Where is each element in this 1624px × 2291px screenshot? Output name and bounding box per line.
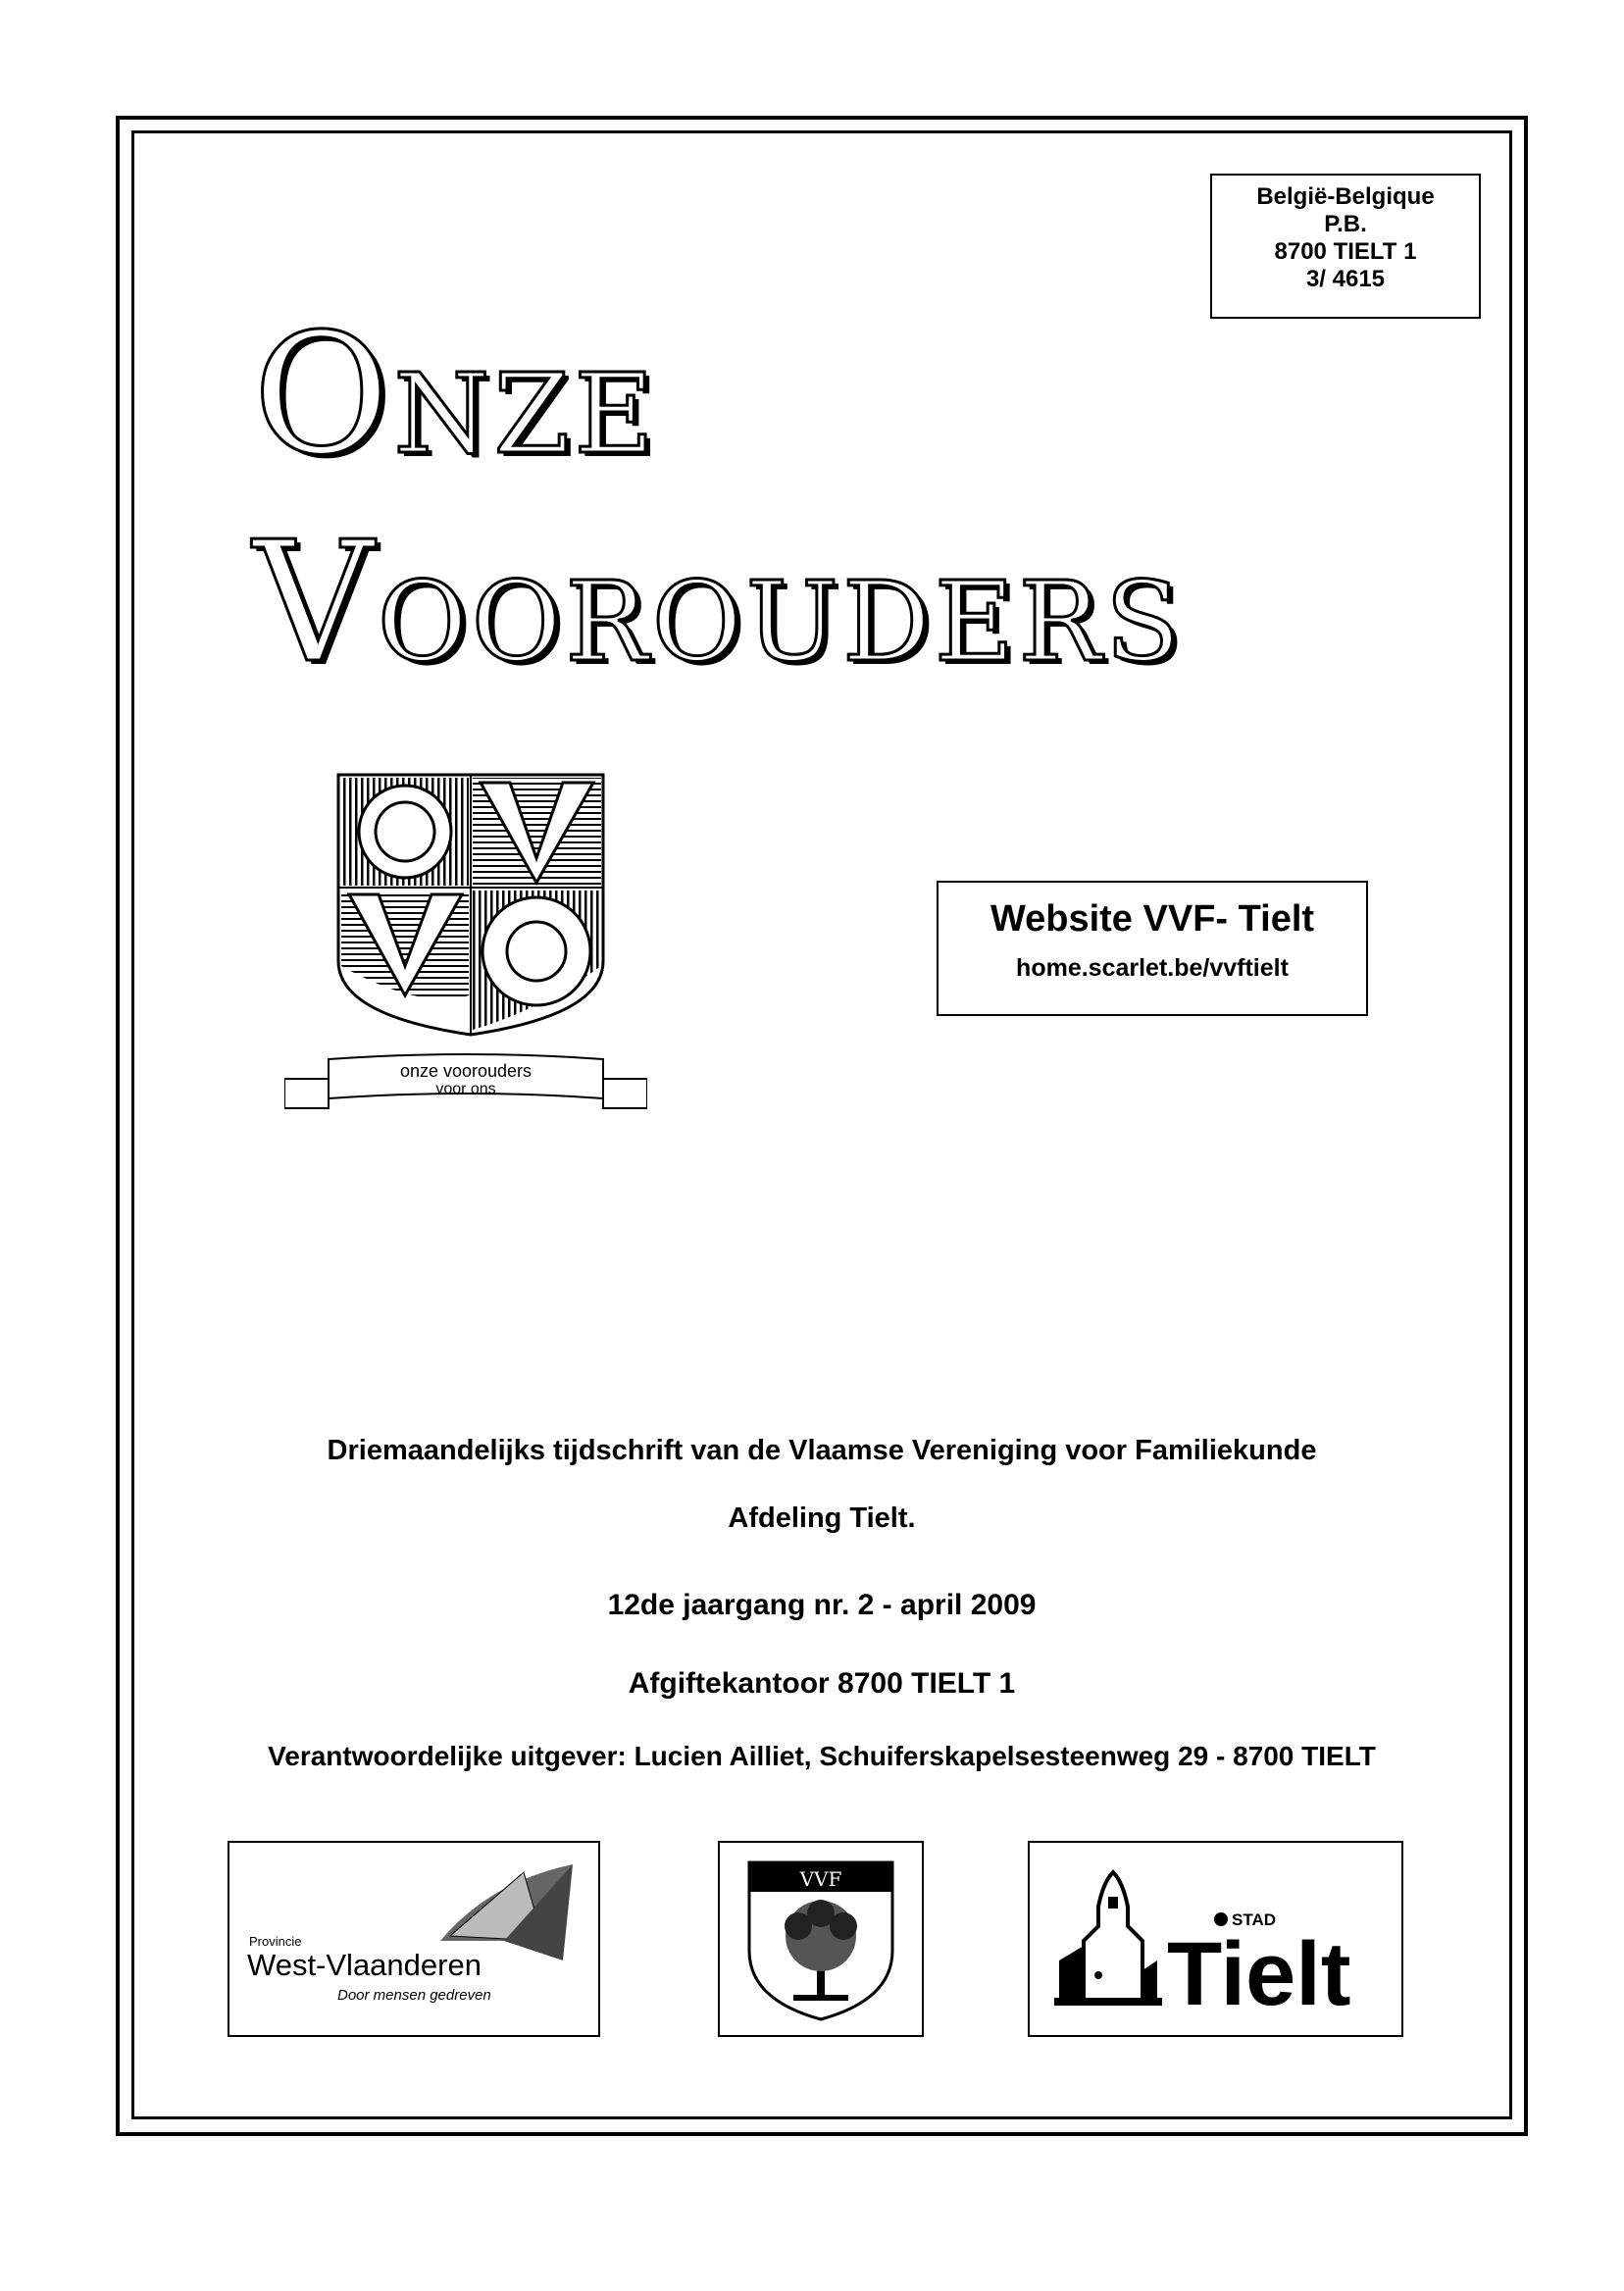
dispatch-office: Afgiftekantoor 8700 TIELT 1 (628, 1667, 1016, 1700)
motto-line-1: onze voorouders (399, 1061, 533, 1081)
postage-country: België-Belgique (1256, 183, 1435, 210)
title-rest-oorouders: OOROUDERS (377, 559, 1185, 687)
title-line-1 (253, 298, 658, 492)
postage-pb: P.B. (1324, 211, 1367, 237)
west-vlaanderen-logo-icon (229, 1843, 598, 2035)
postage-number: 3/ 4615 (1305, 266, 1386, 292)
stad-name: Tielt (1167, 1924, 1351, 2024)
sponsor-province-logo (228, 1841, 600, 2037)
province-name: West-Vlaanderen (247, 1948, 482, 1982)
sponsor-vvf-shield (718, 1841, 924, 2037)
responsible-publisher: Verantwoordelijke uitgever: Lucien Ailliet, Schuiferskapelsesteenweg 29 - 8700 TIELT (268, 1741, 1376, 1771)
province-slogan: Door mensen gedreven (337, 1987, 491, 2004)
stad-label: STAD (1232, 1910, 1277, 1929)
vvf-letters: VVF (799, 1867, 842, 1891)
subtitle-description: Driemaandelijks tijdschrift van de Vlaamse Vereniging voor Familiekunde (327, 1435, 1317, 1466)
sponsor-stad-tielt-logo (1028, 1841, 1403, 2037)
ovvo-emblem-logo (284, 765, 647, 1128)
website-url[interactable]: home.scarlet.be/vvftielt (1016, 954, 1289, 982)
stad-tielt-tower-icon (1030, 1843, 1401, 2035)
province-small-label: Provincie (249, 1934, 302, 1949)
motto-line-2: voor ons (435, 1081, 496, 1097)
issue-info: 12de jaargang nr. 2 - april 2009 (607, 1589, 1037, 1621)
website-label: Website VVF- Tielt (990, 898, 1315, 940)
postage-box (1210, 174, 1481, 319)
postage-office: 8700 TIELT 1 (1274, 238, 1417, 265)
title-line-2 (253, 506, 1185, 700)
title-initial-o: O (253, 298, 394, 492)
website-box (937, 881, 1368, 1016)
vvf-tree-shield-icon (720, 1843, 922, 2035)
shield-icon (338, 775, 603, 1035)
subtitle-department: Afdeling Tielt. (728, 1502, 916, 1534)
title-initial-v: V (253, 506, 378, 700)
title-rest-nze: NZE (393, 351, 658, 479)
